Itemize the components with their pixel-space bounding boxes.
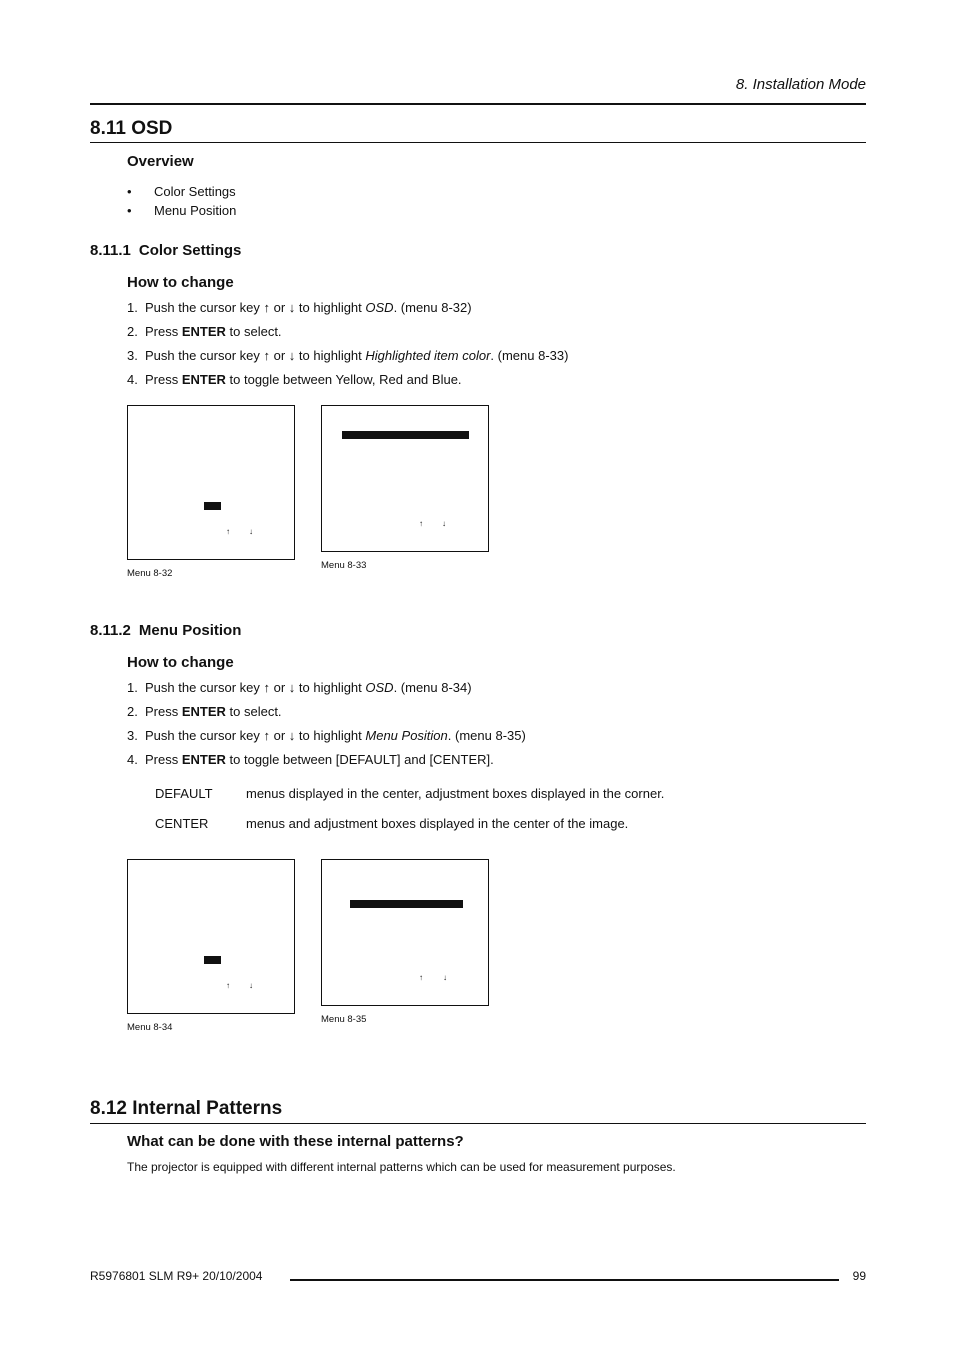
step-item — [127, 348, 568, 363]
step-text: to select. — [225, 324, 282, 339]
definition-description: menus displayed in the center, adjustment boxes displayed in the corner. — [246, 786, 665, 801]
step-text: Press — [145, 752, 182, 767]
menu-caption: Menu 8-32 — [127, 568, 173, 579]
step-key: ENTER — [181, 752, 226, 767]
step-number: 4. — [127, 372, 138, 387]
step-number: 3. — [127, 348, 138, 363]
step-emphasis: Highlighted item color — [365, 348, 491, 363]
step-item — [127, 752, 494, 767]
footer-doc-ref: R5976801 SLM R9+ 20/10/2004 — [90, 1269, 263, 1283]
up-arrow-icon: ↑ — [226, 527, 230, 536]
highlight-bar — [342, 431, 469, 439]
subsection-text: Color Settings — [138, 242, 242, 259]
step-item — [127, 680, 472, 695]
bullet-text: Color Settings — [154, 184, 236, 199]
step-number: 1. — [127, 680, 138, 695]
step-emphasis: OSD — [365, 300, 394, 315]
step-number: 4. — [127, 752, 138, 767]
step-number: 3. — [127, 728, 138, 743]
bullet-glyph: • — [127, 184, 132, 199]
step-number: 2. — [127, 704, 138, 719]
highlight-marker — [204, 956, 221, 964]
overview-bullet — [127, 203, 236, 218]
step-item — [127, 300, 472, 315]
bullet-text: Menu Position — [154, 203, 237, 218]
subsection-number: 8.11.2 — [90, 622, 131, 639]
step-text: . (menu 8-35) — [447, 728, 526, 743]
page-number: 99 — [852, 1269, 866, 1283]
step-text: Push the cursor key ↑ or ↓ to highlight — [145, 348, 366, 363]
step-text: Press — [145, 372, 182, 387]
step-key: ENTER — [181, 372, 226, 387]
step-key: ENTER — [181, 324, 226, 339]
subsection-text: Menu Position — [138, 622, 242, 639]
step-number: 2. — [127, 324, 138, 339]
step-text: Press — [145, 324, 182, 339]
step-text: . (menu 8-34) — [393, 680, 472, 695]
bullet-glyph: • — [127, 203, 132, 218]
menu-screenshot-8-33 — [321, 405, 489, 552]
section-title-osd: 8.11 OSD — [90, 118, 173, 139]
step-emphasis: Menu Position — [365, 728, 448, 743]
step-text: . (menu 8-33) — [490, 348, 569, 363]
step-text: to toggle between [DEFAULT] and [CENTER]. — [225, 752, 494, 767]
menu-caption: Menu 8-33 — [321, 560, 367, 571]
how-to-change-heading: How to change — [127, 654, 234, 671]
up-arrow-icon: ↑ — [226, 981, 230, 990]
menu-caption: Menu 8-34 — [127, 1022, 173, 1033]
step-text: . (menu 8-32) — [393, 300, 472, 315]
down-arrow-icon: ↓ — [442, 519, 446, 528]
step-item — [127, 728, 526, 743]
step-text: Push the cursor key ↑ or ↓ to highlight — [145, 728, 366, 743]
definition-term: DEFAULT — [155, 786, 213, 801]
up-arrow-icon: ↑ — [419, 519, 423, 528]
highlight-bar — [350, 900, 463, 908]
menu-screenshot-8-35 — [321, 859, 489, 1006]
header-rule — [90, 103, 866, 105]
section-rule — [90, 1123, 866, 1124]
section-title-internal-patterns: 8.12 Internal Patterns — [90, 1098, 283, 1119]
step-item — [127, 372, 462, 387]
highlight-marker — [204, 502, 221, 510]
question-heading: What can be done with these internal patterns? — [127, 1133, 464, 1150]
down-arrow-icon: ↓ — [249, 981, 253, 990]
step-text: Push the cursor key ↑ or ↓ to highlight — [145, 300, 366, 315]
step-text: to toggle between Yellow, Red and Blue. — [225, 372, 462, 387]
down-arrow-icon: ↓ — [443, 973, 447, 982]
menu-screenshot-8-32 — [127, 405, 295, 560]
overview-bullet — [127, 184, 236, 199]
subsection-title-color-settings — [90, 242, 241, 259]
footer-rule — [290, 1279, 839, 1281]
body-paragraph: The projector is equipped with different internal patterns which can be used for measurement purposes. — [127, 1160, 676, 1174]
step-item — [127, 704, 282, 719]
step-text: to select. — [225, 704, 282, 719]
definition-term: CENTER — [155, 816, 209, 831]
how-to-change-heading: How to change — [127, 274, 234, 291]
up-arrow-icon: ↑ — [419, 973, 423, 982]
chapter-header: 8. Installation Mode — [735, 76, 866, 93]
step-emphasis: OSD — [365, 680, 394, 695]
menu-screenshot-8-34 — [127, 859, 295, 1014]
section-rule — [90, 142, 866, 143]
down-arrow-icon: ↓ — [249, 527, 253, 536]
overview-heading: Overview — [127, 153, 194, 170]
step-key: ENTER — [181, 704, 226, 719]
step-text: Push the cursor key ↑ or ↓ to highlight — [145, 680, 366, 695]
subsection-number: 8.11.1 — [90, 242, 131, 259]
definition-description: menus and adjustment boxes displayed in the center of the image. — [246, 816, 629, 831]
step-number: 1. — [127, 300, 138, 315]
step-text: Press — [145, 704, 182, 719]
menu-caption: Menu 8-35 — [321, 1014, 367, 1025]
subsection-title-menu-position — [90, 622, 241, 639]
step-item — [127, 324, 282, 339]
